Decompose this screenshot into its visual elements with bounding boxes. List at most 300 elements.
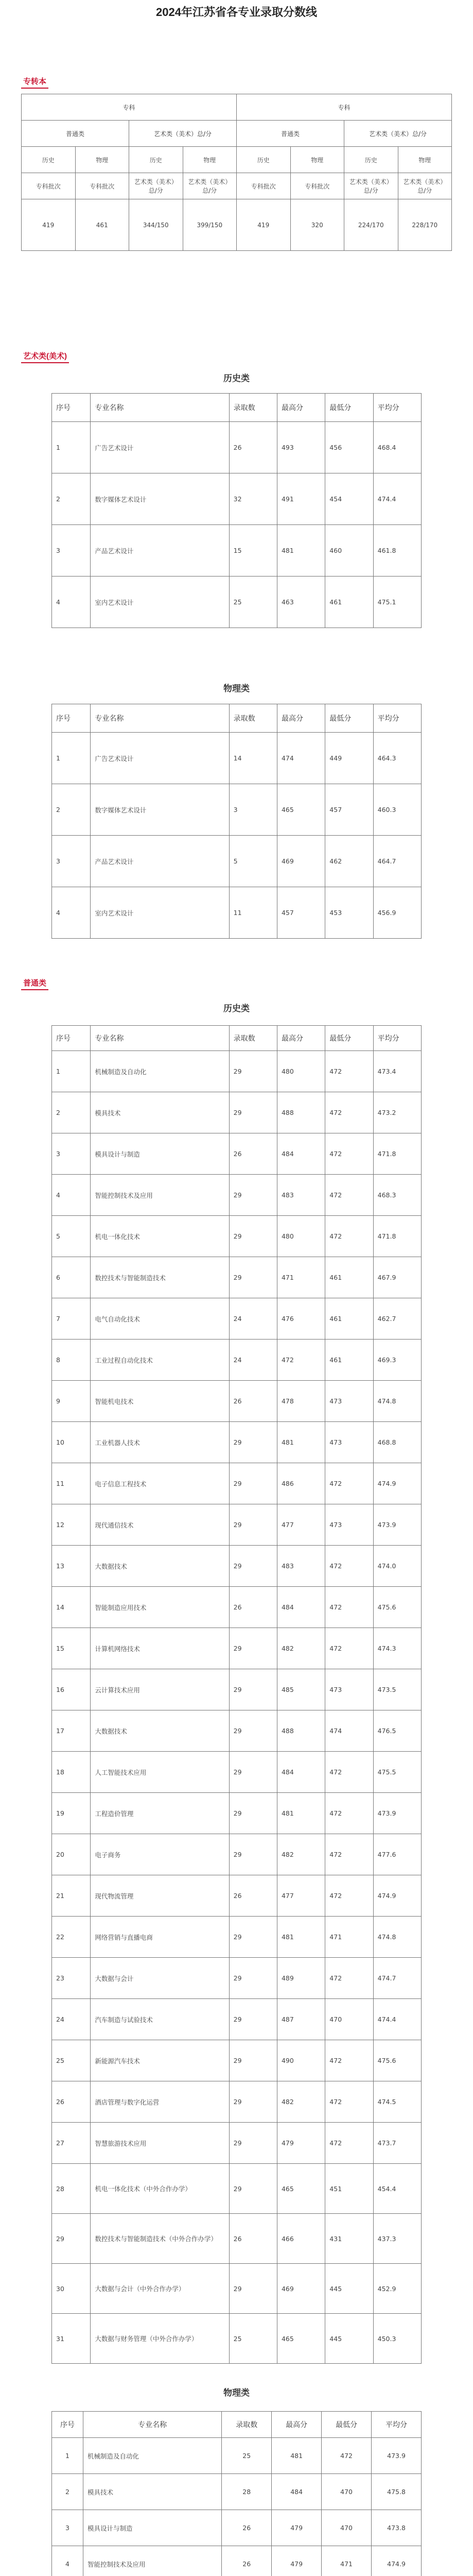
table-cell: 472	[325, 1793, 373, 1834]
table-row	[52, 2474, 422, 2510]
table-cell: 电子商务	[91, 1834, 229, 1875]
table-cell: 1	[52, 1051, 91, 1092]
column-header: 专业名称	[91, 1026, 229, 1051]
table-row	[52, 733, 422, 784]
special-cell: 344/150	[129, 199, 183, 251]
table-cell: 452.9	[373, 2264, 421, 2314]
table-row	[52, 2164, 422, 2214]
table-cell: 474.4	[373, 1999, 421, 2040]
table-cell: 新能源汽车技术	[91, 2040, 229, 2081]
table-header-row	[52, 1026, 422, 1051]
general-history-wrap	[51, 1025, 422, 2364]
table-row	[52, 1628, 422, 1669]
column-header: 平均分	[373, 1026, 421, 1051]
table-header-row	[52, 704, 422, 733]
table-cell: 483	[277, 1546, 325, 1587]
column-header: 录取数	[229, 704, 277, 733]
table-cell: 461	[325, 1257, 373, 1298]
table-cell: 26	[229, 1133, 277, 1175]
general-history-table	[51, 1025, 422, 2364]
table-cell: 464.7	[373, 836, 421, 887]
table-cell: 大数据技术	[91, 1710, 229, 1752]
table-cell: 456.9	[373, 887, 421, 939]
special-cell: 419	[237, 199, 291, 251]
table-cell: 16	[52, 1669, 91, 1710]
table-cell: 481	[277, 1422, 325, 1463]
table-row	[52, 1051, 422, 1092]
table-row	[52, 2081, 422, 2123]
table-cell: 室内艺术设计	[91, 577, 229, 628]
table-cell: 1	[52, 2438, 83, 2474]
table-cell: 机电一体化技术	[91, 1216, 229, 1257]
table-cell: 智能制造应用技术	[91, 1587, 229, 1628]
table-cell: 473.9	[373, 1793, 421, 1834]
table-cell: 智能机电技术	[91, 1381, 229, 1422]
table-row	[52, 2546, 422, 2576]
table-cell: 472	[325, 1875, 373, 1917]
table-row	[52, 1834, 422, 1875]
table-cell: 473	[325, 1381, 373, 1422]
table-cell: 广告艺术设计	[91, 733, 229, 784]
table-cell: 473	[325, 1504, 373, 1546]
table-cell: 493	[277, 422, 325, 473]
table-cell: 451	[325, 2164, 373, 2214]
table-cell: 21	[52, 1875, 91, 1917]
column-header: 最低分	[325, 394, 373, 422]
table-cell: 466	[277, 2214, 325, 2264]
table-cell: 26	[229, 1381, 277, 1422]
table-cell: 475.5	[373, 1752, 421, 1793]
table-cell: 490	[277, 2040, 325, 2081]
table-cell: 474.9	[372, 2546, 422, 2576]
special-cell: 物理	[398, 147, 452, 173]
table-cell: 479	[272, 2546, 322, 2576]
art-history-wrap	[51, 393, 422, 628]
table-cell: 491	[277, 473, 325, 525]
special-cell: 专科	[237, 94, 452, 121]
table-cell: 29	[229, 1669, 277, 1710]
table-cell: 29	[229, 2123, 277, 2164]
table-cell: 29	[229, 1422, 277, 1463]
column-header: 最低分	[322, 2412, 372, 2438]
table-cell: 27	[52, 2123, 91, 2164]
table-cell: 465	[277, 2314, 325, 2364]
table-cell: 471.8	[373, 1133, 421, 1175]
table-cell: 电气自动化技术	[91, 1298, 229, 1340]
table-row	[52, 1546, 422, 1587]
table-cell: 22	[52, 1917, 91, 1958]
table-row	[52, 1298, 422, 1340]
special-cell: 专科	[22, 94, 237, 121]
table-cell: 475.8	[372, 2474, 422, 2510]
table-header-row	[52, 394, 422, 422]
table-cell: 29	[229, 1628, 277, 1669]
column-header: 录取数	[229, 394, 277, 422]
table-cell: 电子信息工程技术	[91, 1463, 229, 1504]
table-cell: 1	[52, 733, 91, 784]
table-cell: 474.4	[373, 473, 421, 525]
column-header: 录取数	[222, 2412, 272, 2438]
table-cell: 473.5	[373, 1669, 421, 1710]
table-row	[52, 1092, 422, 1133]
table-cell: 1	[52, 422, 91, 473]
table-row	[52, 1175, 422, 1216]
table-cell: 454.4	[373, 2164, 421, 2214]
art-physics-title: 物理类	[223, 684, 250, 693]
table-cell: 462	[325, 836, 373, 887]
table-row	[52, 525, 422, 577]
table-cell: 28	[222, 2474, 272, 2510]
table-cell: 454	[325, 473, 373, 525]
table-cell: 489	[277, 1958, 325, 1999]
table-cell: 26	[222, 2546, 272, 2576]
column-header: 平均分	[372, 2412, 422, 2438]
table-row	[52, 1504, 422, 1546]
table-cell: 465	[277, 2164, 325, 2214]
table-row	[52, 2438, 422, 2474]
table-cell: 479	[272, 2510, 322, 2546]
table-row	[52, 1917, 422, 1958]
table-row	[52, 1752, 422, 1793]
table-row	[52, 1216, 422, 1257]
table-cell: 9	[52, 1381, 91, 1422]
table-cell: 24	[52, 1999, 91, 2040]
table-cell: 484	[277, 1587, 325, 1628]
table-row	[52, 2510, 422, 2546]
table-cell: 29	[229, 1917, 277, 1958]
special-cell: 历史	[237, 147, 291, 173]
special-cell: 历史	[129, 147, 183, 173]
table-cell: 474.5	[373, 2081, 421, 2123]
table-row	[52, 422, 422, 473]
table-cell: 模具技术	[91, 1092, 229, 1133]
table-cell: 471	[322, 2546, 372, 2576]
table-cell: 24	[229, 1298, 277, 1340]
special-cell: 419	[22, 199, 76, 251]
table-row	[52, 887, 422, 939]
table-cell: 449	[325, 733, 373, 784]
table-cell: 457	[325, 784, 373, 836]
table-cell: 工程造价管理	[91, 1793, 229, 1834]
table-cell: 488	[277, 1710, 325, 1752]
table-cell: 23	[52, 1958, 91, 1999]
table-cell: 482	[277, 2081, 325, 2123]
table-row	[52, 1340, 422, 1381]
table-cell: 数控技术与智能制造技术	[91, 1257, 229, 1298]
table-cell: 模具设计与制造	[83, 2510, 222, 2546]
table-row	[52, 1999, 422, 2040]
table-cell: 474.3	[373, 1628, 421, 1669]
general-physics-wrap	[51, 2411, 422, 2576]
table-cell: 474	[325, 1710, 373, 1752]
table-cell: 472	[325, 1834, 373, 1875]
table-cell: 486	[277, 1463, 325, 1504]
table-cell: 大数据与财务管理（中外合作办学）	[91, 2314, 229, 2364]
general-physics-title: 物理类	[223, 2388, 250, 2398]
table-cell: 478	[277, 1381, 325, 1422]
table-cell: 468.3	[373, 1175, 421, 1216]
special-cell: 物理	[290, 147, 344, 173]
special-cell: 艺术类（美术）总/分	[129, 173, 183, 199]
table-cell: 472	[325, 1175, 373, 1216]
table-row	[52, 2123, 422, 2164]
table-cell: 5	[52, 1216, 91, 1257]
table-cell: 472	[325, 1546, 373, 1587]
table-row	[52, 1958, 422, 1999]
table-cell: 462.7	[373, 1298, 421, 1340]
table-cell: 智能控制技术及应用	[91, 1175, 229, 1216]
table-cell: 473	[325, 1669, 373, 1710]
table-row	[52, 1875, 422, 1917]
table-cell: 25	[222, 2438, 272, 2474]
table-cell: 26	[229, 422, 277, 473]
special-cell: 物理	[183, 147, 237, 173]
table-cell: 29	[229, 1216, 277, 1257]
table-row	[52, 1793, 422, 1834]
column-header: 录取数	[229, 1026, 277, 1051]
table-cell: 431	[325, 2214, 373, 2264]
art-history-title: 历史类	[223, 374, 250, 383]
special-row-batch	[22, 173, 452, 199]
table-row	[52, 1381, 422, 1422]
special-table-wrap	[21, 94, 452, 251]
table-cell: 473.7	[373, 2123, 421, 2164]
table-cell: 17	[52, 1710, 91, 1752]
table-cell: 模具技术	[83, 2474, 222, 2510]
table-cell: 3	[52, 2510, 83, 2546]
table-cell: 12	[52, 1504, 91, 1546]
table-cell: 11	[229, 887, 277, 939]
special-cell: 专科批次	[290, 173, 344, 199]
table-cell: 475.1	[373, 577, 421, 628]
table-cell: 26	[222, 2510, 272, 2546]
table-cell: 29	[229, 2081, 277, 2123]
special-cell: 历史	[22, 147, 76, 173]
table-cell: 3	[52, 1133, 91, 1175]
table-cell: 445	[325, 2314, 373, 2364]
table-cell: 29	[229, 1834, 277, 1875]
table-cell: 29	[52, 2214, 91, 2264]
table-cell: 474.9	[373, 1875, 421, 1917]
special-cell: 专科批次	[75, 173, 129, 199]
table-cell: 470	[322, 2474, 372, 2510]
table-cell: 29	[229, 2164, 277, 2214]
column-header: 专业名称	[83, 2412, 222, 2438]
table-cell: 20	[52, 1834, 91, 1875]
table-cell: 7	[52, 1298, 91, 1340]
special-cell: 普通类	[237, 121, 344, 147]
special-cell: 320	[290, 199, 344, 251]
table-cell: 469	[277, 2264, 325, 2314]
table-cell: 8	[52, 1340, 91, 1381]
table-cell: 10	[52, 1422, 91, 1463]
special-cell: 物理	[75, 147, 129, 173]
special-row-level	[22, 94, 452, 121]
table-cell: 2	[52, 2474, 83, 2510]
table-cell: 29	[229, 1257, 277, 1298]
art-physics-wrap	[51, 704, 422, 939]
table-cell: 云计算技术应用	[91, 1669, 229, 1710]
special-cell: 224/170	[344, 199, 398, 251]
table-cell: 437.3	[373, 2214, 421, 2264]
table-cell: 474	[277, 733, 325, 784]
table-cell: 460	[325, 525, 373, 577]
column-header: 序号	[52, 704, 91, 733]
table-row	[52, 1710, 422, 1752]
table-cell: 现代通信技术	[91, 1504, 229, 1546]
table-cell: 472	[325, 1587, 373, 1628]
column-header: 最高分	[277, 1026, 325, 1051]
table-cell: 14	[229, 733, 277, 784]
general-physics-table	[51, 2411, 422, 2576]
special-cell: 艺术类（美术）总/分	[129, 121, 237, 147]
column-header: 最低分	[325, 1026, 373, 1051]
table-cell: 29	[229, 1546, 277, 1587]
table-cell: 453	[325, 887, 373, 939]
table-cell: 484	[277, 1133, 325, 1175]
table-cell: 461	[325, 1340, 373, 1381]
table-cell: 461	[325, 577, 373, 628]
table-cell: 25	[52, 2040, 91, 2081]
table-row	[52, 836, 422, 887]
special-row-subject	[22, 147, 452, 173]
table-cell: 24	[229, 1340, 277, 1381]
art-history-table	[51, 393, 422, 628]
table-cell: 机械制造及自动化	[83, 2438, 222, 2474]
table-cell: 19	[52, 1793, 91, 1834]
column-header: 最高分	[277, 704, 325, 733]
table-cell: 485	[277, 1669, 325, 1710]
table-cell: 461.8	[373, 525, 421, 577]
column-header: 最高分	[272, 2412, 322, 2438]
special-cell: 艺术类（美术）总/分	[344, 121, 452, 147]
special-cell: 艺术类（美术）总/分	[183, 173, 237, 199]
special-cell: 艺术类（美术）总/分	[398, 173, 452, 199]
table-cell: 18	[52, 1752, 91, 1793]
table-cell: 474.8	[373, 1917, 421, 1958]
special-table	[21, 94, 452, 251]
section-heading-art: 艺术类(美术)	[21, 349, 69, 363]
table-cell: 工业机器人技术	[91, 1422, 229, 1463]
table-cell: 472	[325, 1752, 373, 1793]
table-cell: 473.8	[372, 2510, 422, 2546]
table-cell: 472	[325, 2040, 373, 2081]
table-cell: 473	[325, 1422, 373, 1463]
table-cell: 26	[229, 1587, 277, 1628]
table-cell: 29	[229, 1175, 277, 1216]
table-cell: 15	[52, 1628, 91, 1669]
table-cell: 469	[277, 836, 325, 887]
table-cell: 4	[52, 2546, 83, 2576]
table-cell: 471.8	[373, 1216, 421, 1257]
table-cell: 482	[277, 1628, 325, 1669]
table-cell: 29	[229, 1958, 277, 1999]
table-cell: 460.3	[373, 784, 421, 836]
special-cell: 228/170	[398, 199, 452, 251]
table-cell: 室内艺术设计	[91, 887, 229, 939]
table-cell: 468.8	[373, 1422, 421, 1463]
table-cell: 32	[229, 473, 277, 525]
table-cell: 473.2	[373, 1092, 421, 1133]
table-cell: 29	[229, 1463, 277, 1504]
table-cell: 475.6	[373, 2040, 421, 2081]
special-cell: 历史	[344, 147, 398, 173]
table-cell: 2	[52, 1092, 91, 1133]
general-history-title: 历史类	[223, 1004, 250, 1013]
table-cell: 大数据技术	[91, 1546, 229, 1587]
table-header-row	[52, 2412, 422, 2438]
table-cell: 481	[277, 1793, 325, 1834]
special-cell: 专科批次	[22, 173, 76, 199]
table-cell: 30	[52, 2264, 91, 2314]
table-cell: 472	[325, 1133, 373, 1175]
table-cell: 476	[277, 1298, 325, 1340]
table-cell: 468.4	[373, 422, 421, 473]
special-cell: 普通类	[22, 121, 129, 147]
table-cell: 465	[277, 784, 325, 836]
column-header: 专业名称	[91, 704, 229, 733]
special-cell: 399/150	[183, 199, 237, 251]
table-cell: 31	[52, 2314, 91, 2364]
table-cell: 481	[277, 1917, 325, 1958]
table-cell: 2	[52, 473, 91, 525]
table-cell: 472	[325, 1216, 373, 1257]
table-cell: 14	[52, 1587, 91, 1628]
table-cell: 15	[229, 525, 277, 577]
table-row	[52, 1587, 422, 1628]
table-cell: 472	[325, 1628, 373, 1669]
table-cell: 483	[277, 1175, 325, 1216]
table-cell: 474.8	[373, 1381, 421, 1422]
table-cell: 大数据与会计	[91, 1958, 229, 1999]
table-cell: 汽车制造与试验技术	[91, 1999, 229, 2040]
table-cell: 29	[229, 1999, 277, 2040]
table-cell: 472	[322, 2438, 372, 2474]
table-cell: 11	[52, 1463, 91, 1504]
table-cell: 6	[52, 1257, 91, 1298]
table-row	[52, 2314, 422, 2364]
table-cell: 477	[277, 1504, 325, 1546]
table-cell: 473.4	[373, 1051, 421, 1092]
table-cell: 机械制造及自动化	[91, 1051, 229, 1092]
table-cell: 472	[277, 1340, 325, 1381]
table-cell: 474.0	[373, 1546, 421, 1587]
column-header: 最高分	[277, 394, 325, 422]
table-cell: 480	[277, 1216, 325, 1257]
section-art	[21, 349, 69, 363]
column-header: 平均分	[373, 394, 421, 422]
table-cell: 25	[229, 577, 277, 628]
table-row	[52, 2040, 422, 2081]
table-cell: 产品艺术设计	[91, 525, 229, 577]
table-cell: 3	[52, 525, 91, 577]
table-cell: 479	[277, 2123, 325, 2164]
table-cell: 464.3	[373, 733, 421, 784]
table-cell: 481	[272, 2438, 322, 2474]
table-cell: 477	[277, 1875, 325, 1917]
table-cell: 29	[229, 1092, 277, 1133]
table-row	[52, 577, 422, 628]
table-cell: 工业过程自动化技术	[91, 1340, 229, 1381]
special-row-scores	[22, 199, 452, 251]
table-cell: 469.3	[373, 1340, 421, 1381]
table-row	[52, 473, 422, 525]
table-cell: 26	[229, 2214, 277, 2264]
table-cell: 大数据与会计（中外合作办学）	[91, 2264, 229, 2314]
table-cell: 智能控制技术及应用	[83, 2546, 222, 2576]
table-cell: 数字媒体艺术设计	[91, 784, 229, 836]
table-cell: 461	[325, 1298, 373, 1340]
